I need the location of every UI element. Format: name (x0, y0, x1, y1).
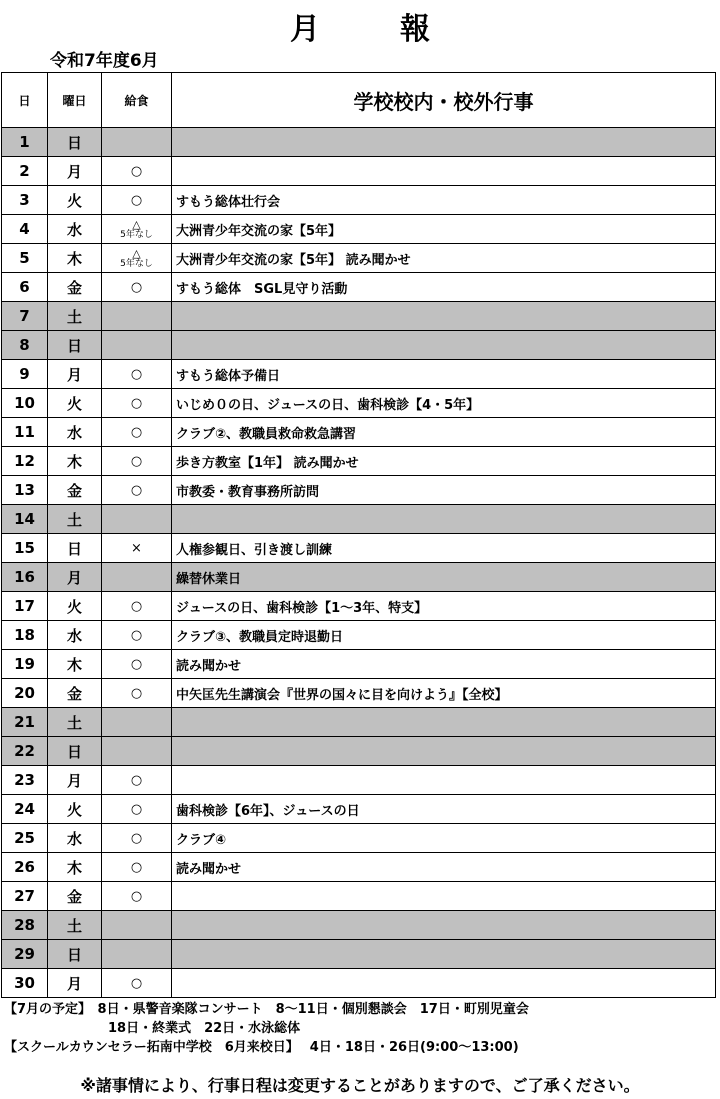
day-cell: 22 (2, 737, 48, 766)
table-row (2, 940, 716, 969)
day-cell: 2 (2, 157, 48, 186)
weekday-cell: 月 (48, 969, 102, 998)
table-row (2, 128, 716, 157)
header-row (2, 73, 716, 128)
weekday-cell: 木 (48, 447, 102, 476)
event-cell (172, 505, 716, 534)
event-cell (172, 302, 716, 331)
lunch-cell: ○ (102, 157, 172, 186)
lunch-cell: ○ (102, 882, 172, 911)
lunch-cell (102, 215, 172, 244)
table-row (2, 766, 716, 795)
table-row (2, 302, 716, 331)
event-cell (172, 708, 716, 737)
title-left: 月 (290, 12, 320, 47)
day-cell: 16 (2, 563, 48, 592)
lunch-cell: ○ (102, 853, 172, 882)
weekday-cell: 金 (48, 273, 102, 302)
event-cell: 大洲青少年交流の家【5年】 (172, 215, 716, 244)
lunch-cell (102, 302, 172, 331)
table-row (2, 969, 716, 998)
table-row (2, 563, 716, 592)
event-cell (172, 128, 716, 157)
lunch-cell: ○ (102, 592, 172, 621)
weekday-cell: 木 (48, 853, 102, 882)
lunch-cell (102, 737, 172, 766)
day-cell: 12 (2, 447, 48, 476)
lunch-mark: △ (132, 246, 141, 260)
table-row (2, 708, 716, 737)
schedule-table (1, 72, 716, 998)
lunch-cell (102, 563, 172, 592)
event-cell: いじめ０の日、ジュースの日、歯科検診【4・5年】 (172, 389, 716, 418)
weekday-cell: 日 (48, 534, 102, 563)
day-cell: 15 (2, 534, 48, 563)
table-row (2, 418, 716, 447)
event-cell: 中矢匡先生講演会『世界の国々に目を向けよう』【全校】 (172, 679, 716, 708)
header-events: 学校校内・校外行事 (172, 73, 716, 128)
day-cell: 21 (2, 708, 48, 737)
event-cell (172, 766, 716, 795)
weekday-cell: 水 (48, 215, 102, 244)
weekday-cell: 火 (48, 795, 102, 824)
table-row (2, 911, 716, 940)
day-cell: 28 (2, 911, 48, 940)
lunch-cell (102, 331, 172, 360)
header-weekday: 曜日 (48, 73, 102, 128)
weekday-cell: 水 (48, 621, 102, 650)
table-row (2, 592, 716, 621)
event-cell: 市教委・教育事務所訪問 (172, 476, 716, 505)
day-cell: 4 (2, 215, 48, 244)
lunch-cell: ○ (102, 679, 172, 708)
table-row (2, 853, 716, 882)
day-cell: 29 (2, 940, 48, 969)
day-cell: 18 (2, 621, 48, 650)
lunch-mark: △ (132, 217, 141, 231)
lunch-cell: ○ (102, 824, 172, 853)
event-cell: ジュースの日、歯科検診【1～3年、特支】 (172, 592, 716, 621)
day-cell: 8 (2, 331, 48, 360)
table-row (2, 186, 716, 215)
day-cell: 7 (2, 302, 48, 331)
weekday-cell: 土 (48, 708, 102, 737)
upcoming-notes (4, 1000, 529, 1057)
day-cell: 20 (2, 679, 48, 708)
day-cell: 27 (2, 882, 48, 911)
day-cell: 9 (2, 360, 48, 389)
weekday-cell: 火 (48, 186, 102, 215)
table-row (2, 157, 716, 186)
lunch-cell: ○ (102, 447, 172, 476)
weekday-cell: 金 (48, 882, 102, 911)
day-cell: 5 (2, 244, 48, 273)
header-lunch: 給食 (102, 73, 172, 128)
weekday-cell: 日 (48, 940, 102, 969)
table-row (2, 476, 716, 505)
page-title (0, 4, 720, 48)
weekday-cell: 水 (48, 418, 102, 447)
day-cell: 23 (2, 766, 48, 795)
table-row (2, 737, 716, 766)
event-cell (172, 882, 716, 911)
disclaimer: ※諸事情により、行事日程は変更することがありますので、ご了承ください。 (80, 1076, 640, 1095)
lunch-cell: ○ (102, 360, 172, 389)
table-row (2, 447, 716, 476)
day-cell: 14 (2, 505, 48, 534)
lunch-cell: ○ (102, 418, 172, 447)
day-cell: 24 (2, 795, 48, 824)
event-cell: すもう総体 SGL見守り活動 (172, 273, 716, 302)
lunch-cell: ○ (102, 795, 172, 824)
day-cell: 17 (2, 592, 48, 621)
weekday-cell: 金 (48, 476, 102, 505)
weekday-cell: 月 (48, 360, 102, 389)
table-row (2, 679, 716, 708)
table-row (2, 534, 716, 563)
weekday-cell: 月 (48, 563, 102, 592)
table-row (2, 824, 716, 853)
event-cell: クラブ②、教職員救命救急講習 (172, 418, 716, 447)
report-period: 令和7年度6月 (50, 51, 159, 71)
notes-line-3: 【スクールカウンセラー拓南中学校 6月来校日】 4日・18日・26日(9:00～13:00) (4, 1040, 519, 1055)
weekday-cell: 日 (48, 331, 102, 360)
table-row (2, 505, 716, 534)
weekday-cell: 木 (48, 244, 102, 273)
notes-line-1: 【7月の予定】 8日・県警音楽隊コンサート 8～11日・個別懇談会 17日・町別児童会 (4, 1002, 529, 1017)
event-cell (172, 331, 716, 360)
table-row (2, 795, 716, 824)
weekday-cell: 月 (48, 157, 102, 186)
lunch-cell (102, 244, 172, 273)
day-cell: 13 (2, 476, 48, 505)
lunch-cell: ○ (102, 273, 172, 302)
table-row (2, 621, 716, 650)
table-row (2, 331, 716, 360)
event-cell: 大洲青少年交流の家【5年】 読み聞かせ (172, 244, 716, 273)
event-cell (172, 157, 716, 186)
lunch-cell (102, 911, 172, 940)
weekday-cell: 日 (48, 128, 102, 157)
lunch-note: 5年なし (120, 258, 153, 269)
weekday-cell: 土 (48, 505, 102, 534)
weekday-cell: 木 (48, 650, 102, 679)
event-cell: クラブ③、教職員定時退勤日 (172, 621, 716, 650)
notes-line-2: 18日・終業式 22日・水泳総体 (4, 1021, 301, 1036)
day-cell: 10 (2, 389, 48, 418)
lunch-cell: ○ (102, 621, 172, 650)
day-cell: 30 (2, 969, 48, 998)
event-cell (172, 737, 716, 766)
table-row (2, 244, 716, 273)
weekday-cell: 月 (48, 766, 102, 795)
weekday-cell: 水 (48, 824, 102, 853)
lunch-cell: ○ (102, 650, 172, 679)
event-cell: すもう総体予備日 (172, 360, 716, 389)
lunch-cell: ○ (102, 476, 172, 505)
event-cell: すもう総体壮行会 (172, 186, 716, 215)
event-cell: クラブ④ (172, 824, 716, 853)
day-cell: 19 (2, 650, 48, 679)
event-cell: 歩き方教室【1年】 読み聞かせ (172, 447, 716, 476)
day-cell: 11 (2, 418, 48, 447)
lunch-cell: ○ (102, 186, 172, 215)
event-cell: 読み聞かせ (172, 650, 716, 679)
lunch-cell (102, 708, 172, 737)
lunch-note: 5年なし (120, 229, 153, 240)
event-cell (172, 969, 716, 998)
day-cell: 1 (2, 128, 48, 157)
event-cell: 繰替休業日 (172, 563, 716, 592)
day-cell: 26 (2, 853, 48, 882)
weekday-cell: 日 (48, 737, 102, 766)
day-cell: 25 (2, 824, 48, 853)
weekday-cell: 火 (48, 592, 102, 621)
weekday-cell: 土 (48, 302, 102, 331)
title-right: 報 (400, 12, 430, 47)
header-day: 日 (2, 73, 48, 128)
lunch-cell (102, 505, 172, 534)
weekday-cell: 土 (48, 911, 102, 940)
table-row (2, 882, 716, 911)
table-row (2, 215, 716, 244)
lunch-cell: ○ (102, 969, 172, 998)
lunch-cell: × (102, 534, 172, 563)
weekday-cell: 火 (48, 389, 102, 418)
table-row (2, 650, 716, 679)
event-cell: 歯科検診【6年】、ジュースの日 (172, 795, 716, 824)
table-row (2, 360, 716, 389)
day-cell: 3 (2, 186, 48, 215)
event-cell: 読み聞かせ (172, 853, 716, 882)
event-cell (172, 940, 716, 969)
table-row (2, 273, 716, 302)
lunch-cell: ○ (102, 766, 172, 795)
weekday-cell: 金 (48, 679, 102, 708)
table-row (2, 389, 716, 418)
event-cell (172, 911, 716, 940)
lunch-cell: ○ (102, 389, 172, 418)
lunch-cell (102, 940, 172, 969)
event-cell: 人権参観日、引き渡し訓練 (172, 534, 716, 563)
lunch-cell (102, 128, 172, 157)
day-cell: 6 (2, 273, 48, 302)
